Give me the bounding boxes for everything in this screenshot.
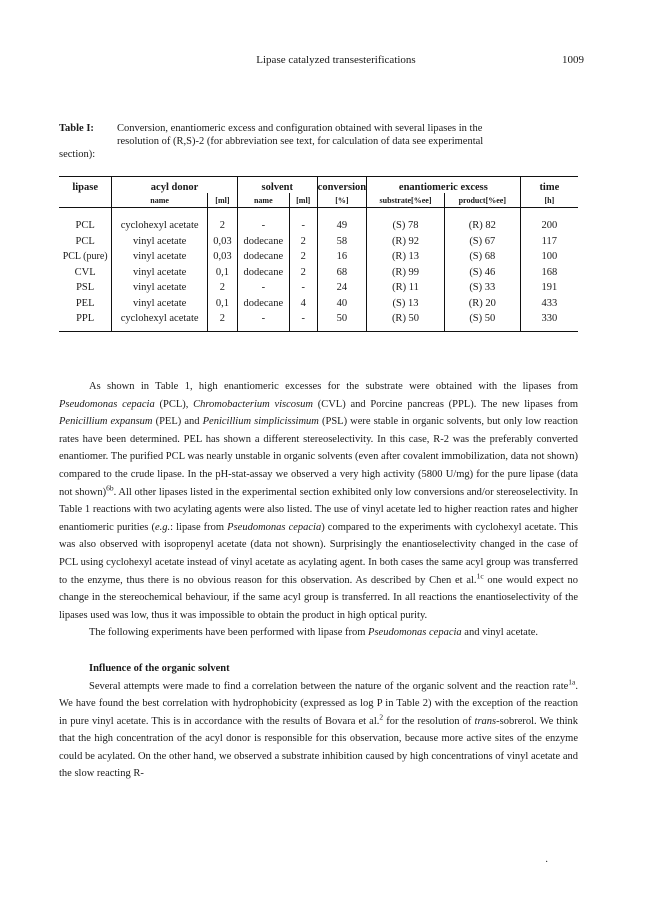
caption-line-3: section): bbox=[59, 149, 96, 160]
cell-acyl-donor: vinyl acetate bbox=[112, 280, 208, 296]
cell-product: (S) 67 bbox=[444, 234, 520, 250]
cell-time: 433 bbox=[520, 296, 578, 312]
cell-substrate: (S) 13 bbox=[367, 296, 445, 312]
cell-solvent-ml: 2 bbox=[289, 265, 317, 281]
cell-lipase: PCL (pure) bbox=[62, 251, 108, 263]
cell-solvent: dodecane bbox=[237, 265, 289, 281]
cell-product: (S) 68 bbox=[444, 249, 520, 265]
cell-lipase: PPL bbox=[59, 311, 112, 331]
header-acyl-donor: acyl donor bbox=[112, 177, 238, 194]
text-run: -sobrerol. We think that the high concentration of the acyl donor is responsible for this observation, because more active sites of the enzyme could be acylated. On the other hand, we observed a substrate inhibition caused by high concentrations of vinyl acetate and the slow reacting R- bbox=[59, 715, 579, 780]
paragraph-2 bbox=[59, 624, 578, 642]
cell-lipase: PSL bbox=[76, 282, 95, 294]
cell-solvent: - bbox=[237, 208, 289, 234]
cell-ml: 2 bbox=[207, 208, 237, 234]
text-run: one would expect no change in the stereochemical behaviour, if the same acyl group is transferred. In all reactions the enantioselectivity of the lipases used was low, thus it was impossible to obtain the product in high optical purity. bbox=[59, 574, 578, 621]
cell-solvent-ml: 4 bbox=[289, 296, 317, 312]
text-run: (PCL), bbox=[154, 398, 194, 410]
cell-ml: 2 bbox=[207, 280, 237, 296]
table-row bbox=[59, 265, 578, 281]
running-title: Lipase catalyzed transesterifications bbox=[256, 54, 416, 66]
text-run: (PEL) and bbox=[152, 416, 203, 428]
cell-solvent-ml: - bbox=[289, 311, 317, 331]
subheader-percent: [%] bbox=[317, 193, 366, 208]
cell-conversion: 16 bbox=[317, 249, 366, 265]
reference-mark: 2 bbox=[379, 712, 384, 722]
cell-product: (S) 33 bbox=[444, 280, 520, 296]
table-row bbox=[59, 249, 578, 265]
cell-substrate: (R) 11 bbox=[367, 280, 445, 296]
cell-lipase: PCL bbox=[75, 220, 95, 232]
italic-text: e.g. bbox=[154, 521, 171, 533]
text-run: (PSL) were stable in organic solvents, but only low reaction rates have been determined. PEL has shown a different stereoselectivity. In this case, R-2 was the preferably converted enantiomer. The purified PCL was nearly unstable in organic solvents (even after covalent immobilization, data not shown) compared to the crude lipase. In the pH-stat-assay we observed a very high activity (5800 U/mg) for the pure lipase (data not shown) bbox=[59, 416, 578, 498]
text-run: As shown in Table 1, high enantiomeric excesses for the substrate were obtained with the lipases from bbox=[89, 381, 578, 392]
subheader-name: name bbox=[237, 193, 289, 208]
cell-time: 100 bbox=[520, 249, 578, 265]
subheader-product: product[%ee] bbox=[444, 193, 520, 208]
text-run: . All other lipases listed in the experimental section exhibited only low conversions and/or stereoselectivity. In Table 1 reactions with two acylating agents were also listed. The use of vinyl acetate led to higher reaction rates and higher enantiomeric purities ( bbox=[59, 486, 578, 533]
reference-mark: 1a bbox=[568, 677, 576, 686]
text-run: Several attempts were made to find a correlation between the nature of the organic solvent and the reaction rate bbox=[89, 680, 569, 692]
text-run: (CVL) and Porcine pancreas (PPL). The new lipases from bbox=[312, 398, 578, 410]
caption-line-1: Conversion, enantiomeric excess and configuration obtained with several lipases in the bbox=[117, 123, 483, 134]
subheader-substrate: substrate[%ee] bbox=[367, 193, 445, 208]
cell-conversion: 58 bbox=[317, 234, 366, 250]
reference-mark: 1c bbox=[476, 571, 484, 581]
table-row bbox=[59, 234, 578, 250]
cell-ml: 0,1 bbox=[207, 296, 237, 312]
cell-acyl-donor: vinyl acetate bbox=[112, 265, 208, 281]
cell-time: 200 bbox=[520, 208, 578, 234]
cell-conversion: 40 bbox=[317, 296, 366, 312]
cell-conversion: 49 bbox=[317, 208, 366, 234]
subheader-name: name bbox=[112, 193, 208, 208]
table-label: Table I: bbox=[59, 123, 94, 134]
table-row bbox=[59, 311, 578, 331]
header-lipase: lipase bbox=[59, 177, 112, 194]
header-solvent: solvent bbox=[237, 177, 317, 194]
cell-acyl-donor: vinyl acetate bbox=[112, 234, 208, 250]
cell-acyl-donor: cyclohexyl acetate bbox=[112, 208, 208, 234]
cell-acyl-donor: vinyl acetate bbox=[112, 249, 208, 265]
cell-solvent-ml: 2 bbox=[289, 249, 317, 265]
cell-substrate: (R) 92 bbox=[367, 234, 445, 250]
body-text bbox=[59, 378, 578, 783]
cell-substrate: (R) 50 bbox=[367, 311, 445, 331]
cell-substrate: (R) 13 bbox=[367, 249, 445, 265]
cell-solvent: - bbox=[237, 311, 289, 331]
cell-conversion: 24 bbox=[317, 280, 366, 296]
cell-time: 168 bbox=[520, 265, 578, 281]
cell-conversion: 68 bbox=[317, 265, 366, 281]
table-row bbox=[59, 280, 578, 296]
species-name: Pseudomonas cepacia bbox=[368, 627, 462, 639]
species-name: Pseudomonas cepacia bbox=[59, 398, 155, 410]
paragraph-3 bbox=[59, 678, 578, 784]
cell-solvent: dodecane bbox=[237, 234, 289, 250]
header-conversion: conversion bbox=[317, 177, 366, 194]
cell-solvent: dodecane bbox=[237, 249, 289, 265]
table-caption bbox=[59, 122, 579, 160]
page-number: 1009 bbox=[562, 54, 584, 66]
cell-ml: 0,03 bbox=[207, 249, 237, 265]
cell-substrate: (R) 99 bbox=[367, 265, 445, 281]
cell-solvent: - bbox=[237, 280, 289, 296]
table-row bbox=[59, 296, 578, 312]
text-run: : lipase from bbox=[170, 521, 228, 533]
cell-solvent-ml: 2 bbox=[289, 234, 317, 250]
subheader-ml: [ml] bbox=[207, 193, 237, 208]
paragraph-1 bbox=[59, 378, 578, 624]
cell-time: 191 bbox=[520, 280, 578, 296]
cell-lipase: PEL bbox=[75, 297, 95, 309]
cell-product: (R) 82 bbox=[444, 208, 520, 234]
species-name: Penicillium expansum bbox=[59, 416, 153, 428]
section-heading: Influence of the organic solvent bbox=[89, 662, 230, 674]
species-name: Penicillium simplicissimum bbox=[202, 416, 319, 428]
table-row bbox=[59, 208, 578, 234]
caption-line-2: resolution of (R,S)-2 (for abbreviation see text, for calculation of data see experimental bbox=[117, 136, 484, 147]
cell-acyl-donor: cyclohexyl acetate bbox=[112, 311, 208, 331]
subheader-hours: [h] bbox=[520, 193, 578, 208]
italic-text: trans bbox=[474, 715, 497, 727]
cell-time: 117 bbox=[520, 234, 578, 250]
header-time: time bbox=[520, 177, 578, 194]
cell-product: (R) 20 bbox=[444, 296, 520, 312]
cell-lipase: PCL bbox=[75, 235, 95, 247]
text-run: The following experiments have been performed with lipase from bbox=[89, 627, 369, 639]
text-run: ) compared to the experiments with cyclohexyl acetate. This was also observed with isopropenyl acetate (data not shown). Surprisingly the enantioselectivity changed in the case of PCL using cyclohexyl acetate instead of vinyl acetate as acylating agent. In both cases the same acyl group was transferred to the enzyme, thus there is no obvious reason for this observation. As described by Chen et al. bbox=[59, 521, 578, 586]
species-name: Chromobacterium viscosum bbox=[193, 398, 313, 410]
cell-ml: 0,1 bbox=[207, 265, 237, 281]
cell-solvent-ml: - bbox=[289, 280, 317, 296]
species-name: Pseudomonas cepacia bbox=[227, 521, 322, 533]
subheader-ml: [ml] bbox=[289, 193, 317, 208]
cell-solvent: dodecane bbox=[237, 296, 289, 312]
cell-acyl-donor: vinyl acetate bbox=[112, 296, 208, 312]
cell-lipase: CVL bbox=[74, 266, 96, 278]
text-run: for the resolution of bbox=[383, 715, 475, 727]
cell-time: 330 bbox=[520, 311, 578, 331]
results-table bbox=[59, 176, 578, 332]
text-run: . We have found the best correlation with hydrophobicity (expressed as log P in Table 2) with the exception of the reaction in pure vinyl acetate. This is in accordance with the results of Bovara et al. bbox=[59, 680, 578, 727]
cell-solvent-ml: - bbox=[289, 208, 317, 234]
cell-ml: 2 bbox=[207, 311, 237, 331]
cell-ml: 0,03 bbox=[207, 234, 237, 250]
header-ee: enantiomeric excess bbox=[367, 177, 521, 194]
text-run: and vinyl acetate. bbox=[461, 627, 539, 639]
cell-product: (S) 46 bbox=[444, 265, 520, 281]
cell-conversion: 50 bbox=[317, 311, 366, 331]
cell-substrate: (S) 78 bbox=[367, 208, 445, 234]
cell-product: (S) 50 bbox=[444, 311, 520, 331]
page-footer-mark: · bbox=[545, 857, 549, 868]
reference-mark: 6b bbox=[106, 483, 114, 493]
